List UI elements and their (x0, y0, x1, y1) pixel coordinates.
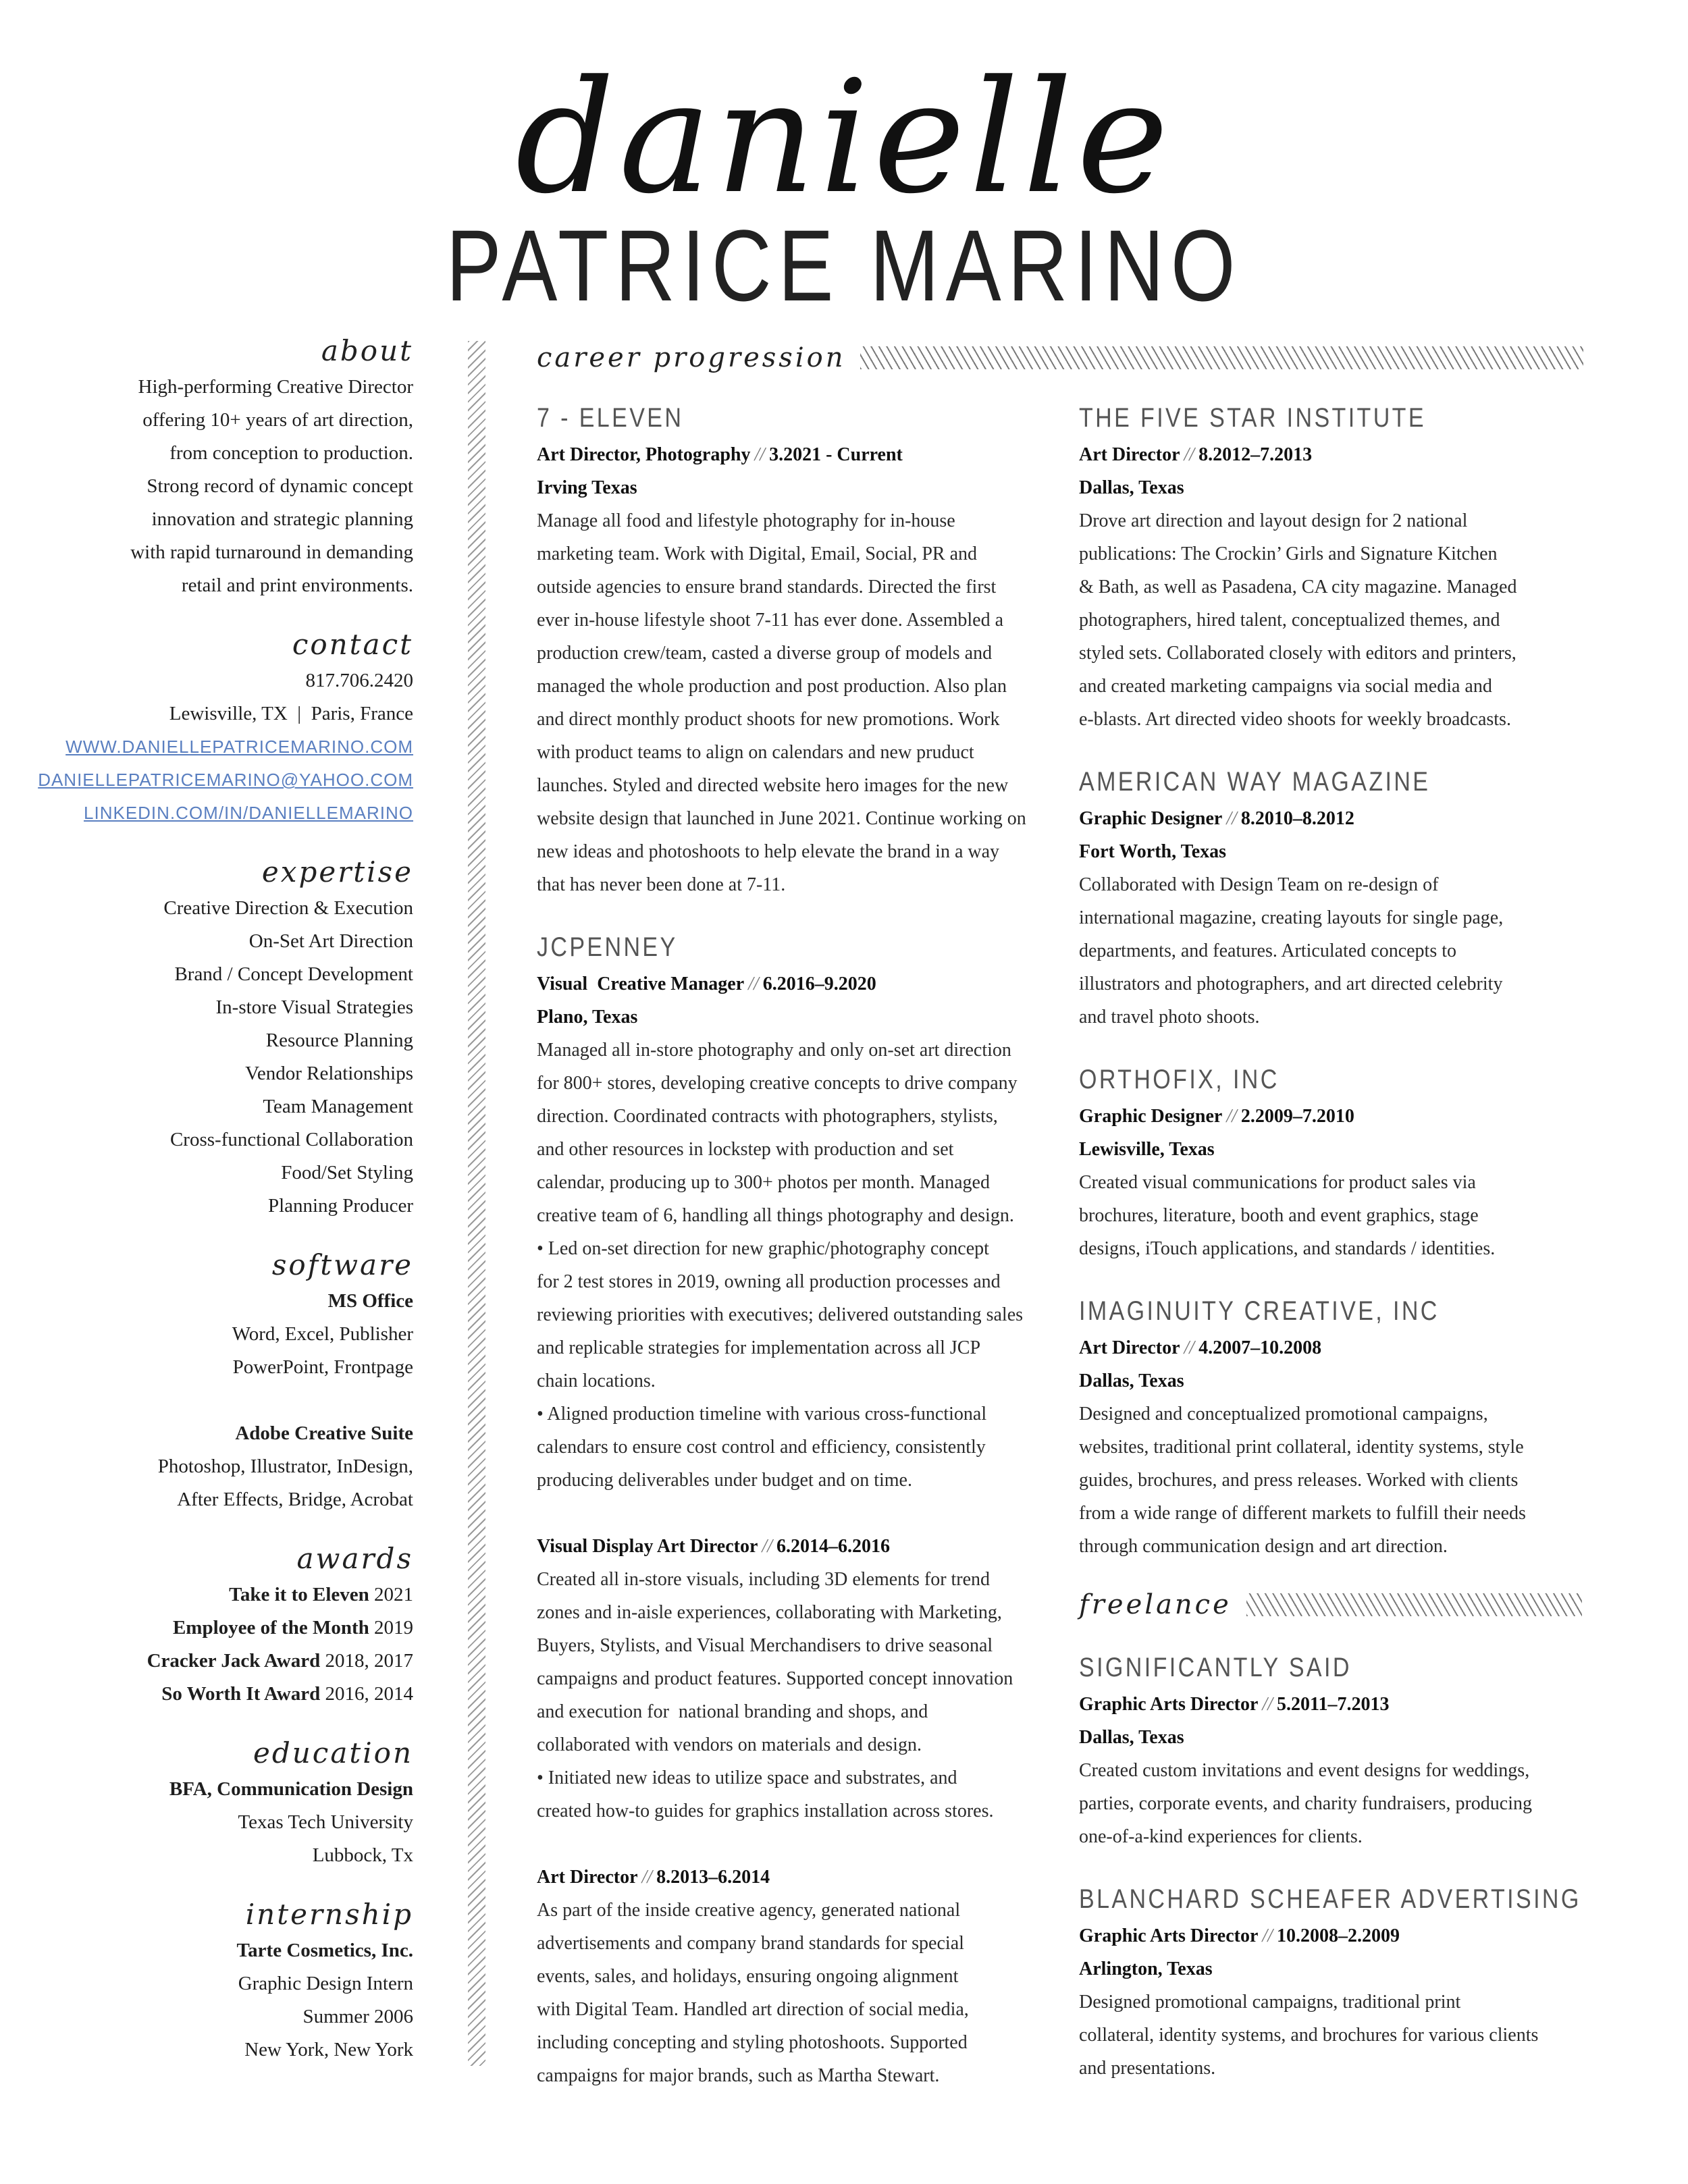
internship-company: Tarte Cosmetics, Inc. (236, 1940, 413, 1961)
expertise-item: Planning Producer (267, 1195, 413, 1217)
award-item: So Worth It Award 2016, 2014 (161, 1683, 413, 1705)
software-adobe-line: Photoshop, Illustrator, InDesign, (157, 1456, 413, 1477)
job-line: ever in-house lifestyle shoot 7-11 has ever done. Assembled a (537, 610, 1004, 631)
job-line: Buyers, Stylists, and Visual Merchandisers to drive seasonal (537, 1635, 993, 1656)
job-line: and travel photo shoots. (1079, 1007, 1260, 1028)
job-line: & Bath, as well as Pasadena, CA city magazine. Managed (1079, 577, 1517, 597)
company-name: AMERICAN WAY MAGAZINE (1079, 767, 1431, 797)
internship-role: Graphic Design Intern (238, 1973, 413, 1994)
job-line: parties, corporate events, and charity fundraisers, producing (1079, 1793, 1532, 1814)
job-line: website design that launched in June 2021. Continue working on (537, 808, 1026, 829)
award-item: Take it to Eleven 2021 (229, 1584, 413, 1605)
sidebar (0, 334, 413, 2092)
software-ms-line: Word, Excel, Publisher (232, 1323, 413, 1345)
software-ms-line: PowerPoint, Frontpage (232, 1356, 413, 1378)
company-name: IMAGINUITY CREATIVE, INC (1079, 1296, 1440, 1326)
job-line: and created marketing campaigns via social media and (1079, 676, 1492, 697)
job-line: events, sales, and holidays, ensuring ongoing alignment (537, 1966, 959, 1987)
job-line: launches. Styled and directed website hero images for the new (537, 775, 1009, 796)
job-location: Lewisville, Texas (1079, 1139, 1215, 1160)
about-line: offering 10+ years of art direction, (142, 409, 413, 431)
career-column-right (1079, 398, 1592, 1589)
job-location: Dallas, Texas (1079, 1727, 1184, 1748)
first-name-script: danielle (515, 48, 1173, 228)
career-progression-heading: career progression (537, 342, 846, 373)
job-jcpenney (537, 927, 1050, 2092)
internship-section (0, 1898, 413, 2067)
internship-period: Summer 2006 (302, 2006, 413, 2027)
job-role: Art Director, Photography // 3.2021 - Current (537, 444, 903, 465)
expertise-item: In-store Visual Strategies (215, 996, 413, 1018)
software-adobe-line: After Effects, Bridge, Acrobat (177, 1489, 413, 1510)
job-line: e-blasts. Art directed video shoots for weekly broadcasts. (1079, 709, 1511, 730)
software-heading: software (271, 1248, 413, 1281)
job-line: guides, brochures, and press releases. Worked with clients (1079, 1470, 1519, 1491)
job-line: with Digital Team. Handled art direction of social media, (537, 1999, 969, 2020)
job-line: departments, and features. Articulated concepts to (1079, 940, 1457, 961)
job-line: marketing team. Work with Digital, Email, Social, PR and (537, 543, 978, 564)
job-line: for 800+ stores, developing creative concepts to drive company (537, 1073, 1018, 1094)
job-line: Created visual communications for product sales via (1079, 1172, 1476, 1193)
job-line: outside agencies to ensure brand standards. Directed the first (537, 577, 997, 597)
about-line: with rapid turnaround in demanding (130, 541, 413, 563)
job-role: Graphic Arts Director // 5.2011–7.2013 (1079, 1694, 1390, 1715)
job-line: creative team of 6, handling all things photography and design. (537, 1205, 1014, 1226)
expertise-section (0, 855, 413, 1223)
job-location: Dallas, Texas (1079, 1370, 1184, 1391)
job-location: Plano, Texas (537, 1007, 638, 1028)
job-orthofix (1079, 1059, 1592, 1265)
job-line: collateral, identity systems, and brochures for various clients (1079, 2025, 1539, 2046)
expertise-item: Creative Direction & Execution (163, 897, 413, 919)
career-column-left (537, 398, 1050, 2118)
header-hatch (1246, 1593, 1582, 1616)
expertise-item: Team Management (263, 1096, 413, 1117)
education-school: Texas Tech University (238, 1811, 413, 1833)
job-line: Designed promotional campaigns, traditional print (1079, 1992, 1461, 2013)
company-name: THE FIVE STAR INSTITUTE (1079, 403, 1426, 433)
job-line: Manage all food and lifestyle photography for in-house (537, 510, 955, 531)
job-line: Designed and conceptualized promotional campaigns, (1079, 1404, 1488, 1424)
software-adobe-title: Adobe Creative Suite (235, 1422, 413, 1444)
job-line: through communication design and art direction. (1079, 1536, 1448, 1557)
job-role: Visual Creative Manager // 6.2016–9.2020 (537, 974, 876, 994)
job-line: with product teams to align on calendars and new pruduct (537, 742, 974, 763)
job-location: Irving Texas (537, 477, 637, 498)
award-item: Employee of the Month 2019 (172, 1617, 413, 1639)
about-section (0, 334, 413, 602)
job-line: chain locations. (537, 1370, 656, 1391)
education-city: Lubbock, Tx (312, 1844, 413, 1866)
expertise-heading: expertise (261, 855, 413, 888)
job-line: publications: The Crockin’ Girls and Signature Kitchen (1079, 543, 1498, 564)
job-line: zones and in-aisle experiences, collaborating with Marketing, (537, 1602, 1002, 1623)
awards-heading: awards (296, 1542, 413, 1575)
job-line: and direct monthly product shoots for new promotions. Work (537, 709, 1000, 730)
job-line: Managed all in-store photography and only on-set art direction (537, 1040, 1011, 1061)
last-name-title: PATRICE MARINO (446, 209, 1242, 322)
job-role: Graphic Designer // 2.2009–7.2010 (1079, 1106, 1354, 1127)
software-section (0, 1248, 413, 1516)
job-role: Art Director // 8.2012–7.2013 (1079, 444, 1313, 465)
about-line: High-performing Creative Director (138, 376, 413, 398)
job-line: calendar, producing up to 300+ photos per month. Managed (537, 1172, 990, 1193)
about-line: innovation and strategic planning (151, 508, 413, 530)
job-line: • Aligned production timeline with various cross-functional (537, 1404, 987, 1424)
job-line: • Led on-set direction for new graphic/photography concept (537, 1238, 989, 1259)
career-progression-header (537, 338, 1583, 378)
about-line: Strong record of dynamic concept (147, 475, 413, 497)
job-location: Arlington, Texas (1079, 1959, 1213, 1979)
expertise-item: Cross-functional Collaboration (169, 1129, 413, 1150)
freelance-column (1079, 1647, 1592, 2110)
expertise-item: On-Set Art Direction (248, 930, 413, 952)
contact-section (0, 628, 413, 830)
job-role: Art Director // 4.2007–10.2008 (1079, 1337, 1322, 1358)
contact-phone: 817.706.2420 (305, 670, 413, 691)
job-line: designs, iTouch applications, and standards / identities. (1079, 1238, 1496, 1259)
about-line: from conception to production. (169, 442, 413, 464)
contact-heading: contact (292, 628, 413, 661)
job-location: Dallas, Texas (1079, 477, 1184, 498)
job-line: one-of-a-kind experiences for clients. (1079, 1826, 1363, 1847)
job-line: new ideas and photoshoots to help elevate the brand in a way (537, 841, 1000, 862)
job-imaginuity (1079, 1291, 1592, 1563)
job-significantly-said (1079, 1647, 1592, 1853)
contact-location: Lewisville, TX | Paris, France (169, 703, 413, 724)
awards-section (0, 1542, 413, 1711)
education-section (0, 1736, 413, 1872)
job-line: that has never been done at 7-11. (537, 874, 786, 895)
job-line: reviewing priorities with executives; delivered outstanding sales (537, 1304, 1024, 1325)
job-line: websites, traditional print collateral, identity systems, style (1079, 1437, 1524, 1458)
email-link[interactable]: DANIELLEPATRICEMARINO@YAHOO.COM (38, 770, 413, 790)
job-line: from a wide range of different markets to fulfill their needs (1079, 1503, 1526, 1524)
company-name: SIGNIFICANTLY SAID (1079, 1653, 1352, 1682)
job-line: and execution for national branding and shops, and (537, 1701, 928, 1722)
about-heading: about (321, 334, 413, 367)
job-line: managed the whole production and post production. Also plan (537, 676, 1007, 697)
job-american-way (1079, 762, 1592, 1034)
job-line: Drove art direction and layout design for 2 national (1079, 510, 1468, 531)
job-line: calendars to ensure cost control and efficiency, consistently (537, 1437, 986, 1458)
job-line: photographers, hired talent, conceptualized themes, and (1079, 610, 1500, 631)
job-location: Fort Worth, Texas (1079, 841, 1227, 862)
about-line: retail and print environments. (181, 575, 413, 596)
job-role: Graphic Arts Director // 10.2008–2.2009 (1079, 1925, 1400, 1946)
vertical-hatch-divider (468, 341, 485, 2066)
job-line: collaborated with vendors on materials and design. (537, 1734, 922, 1755)
job-role: Visual Display Art Director // 6.2014–6.2016 (537, 1536, 890, 1557)
expertise-item: Vendor Relationships (245, 1063, 413, 1084)
job-line: As part of the inside creative agency, generated national (537, 1900, 961, 1921)
expertise-item: Food/Set Styling (281, 1162, 413, 1183)
job-five-star (1079, 398, 1592, 736)
job-line: including concepting and styling photoshoots. Supported (537, 2032, 968, 2053)
freelance-heading: freelance (1079, 1589, 1232, 1620)
job-line: and other resources in lockstep with production and set (537, 1139, 954, 1160)
linkedin-link[interactable]: LINKEDIN.COM/IN/DANIELLEMARINO (84, 803, 413, 823)
internship-city: New York, New York (244, 2039, 413, 2060)
company-name: JCPENNEY (537, 932, 678, 962)
job-line: campaigns and product features. Supported concept innovation (537, 1668, 1013, 1689)
award-item: Cracker Jack Award 2018, 2017 (147, 1650, 413, 1672)
job-line: for 2 test stores in 2019, owning all production processes and (537, 1271, 1001, 1292)
expertise-item: Brand / Concept Development (174, 963, 413, 985)
software-ms-title: MS Office (327, 1290, 413, 1312)
job-line: created how-to guides for graphics installation across stores. (537, 1801, 994, 1821)
job-line: illustrators and photographers, and art directed celebrity (1079, 974, 1503, 994)
job-line: and replicable strategies for implementation across all JCP (537, 1337, 981, 1358)
job-role: Art Director // 8.2013–6.2014 (537, 1867, 770, 1888)
company-name: BLANCHARD SCHEAFER ADVERTISING (1079, 1884, 1581, 1914)
job-line: Created custom invitations and event designs for weddings, (1079, 1760, 1530, 1781)
job-blanchard (1079, 1879, 1592, 2085)
job-line: Created all in-store visuals, including 3D elements for trend (537, 1569, 991, 1590)
company-name: ORTHOFIX, INC (1079, 1065, 1280, 1094)
job-role: Graphic Designer // 8.2010–8.2012 (1079, 808, 1354, 829)
job-line: production crew/team, casted a diverse group of models and (537, 643, 993, 664)
job-line: Collaborated with Design Team on re-design of (1079, 874, 1439, 895)
job-line: producing deliverables under budget and on time. (537, 1470, 912, 1491)
freelance-header (1079, 1584, 1582, 1625)
job-line: styled sets. Collaborated closely with editors and printers, (1079, 643, 1516, 664)
job-line: and presentations. (1079, 2058, 1216, 2079)
header-hatch (860, 346, 1583, 369)
expertise-item: Resource Planning (265, 1030, 413, 1051)
job-seven-eleven (537, 398, 1050, 901)
job-line: advertisements and company brand standards for special (537, 1933, 964, 1954)
education-degree: BFA, Communication Design (169, 1778, 413, 1800)
website-link[interactable]: WWW.DANIELLEPATRICEMARINO.COM (65, 737, 413, 757)
job-line: international magazine, creating layouts for single page, (1079, 907, 1504, 928)
internship-heading: internship (245, 1898, 413, 1931)
education-heading: education (253, 1736, 413, 1769)
job-line: • Initiated new ideas to utilize space and substrates, and (537, 1767, 957, 1788)
company-name: 7 - ELEVEN (537, 403, 684, 433)
job-line: campaigns for major brands, such as Martha Stewart. (537, 2065, 940, 2086)
job-line: direction. Coordinated contracts with photographers, stylists, (537, 1106, 998, 1127)
job-line: brochures, literature, booth and event graphics, stage (1079, 1205, 1479, 1226)
